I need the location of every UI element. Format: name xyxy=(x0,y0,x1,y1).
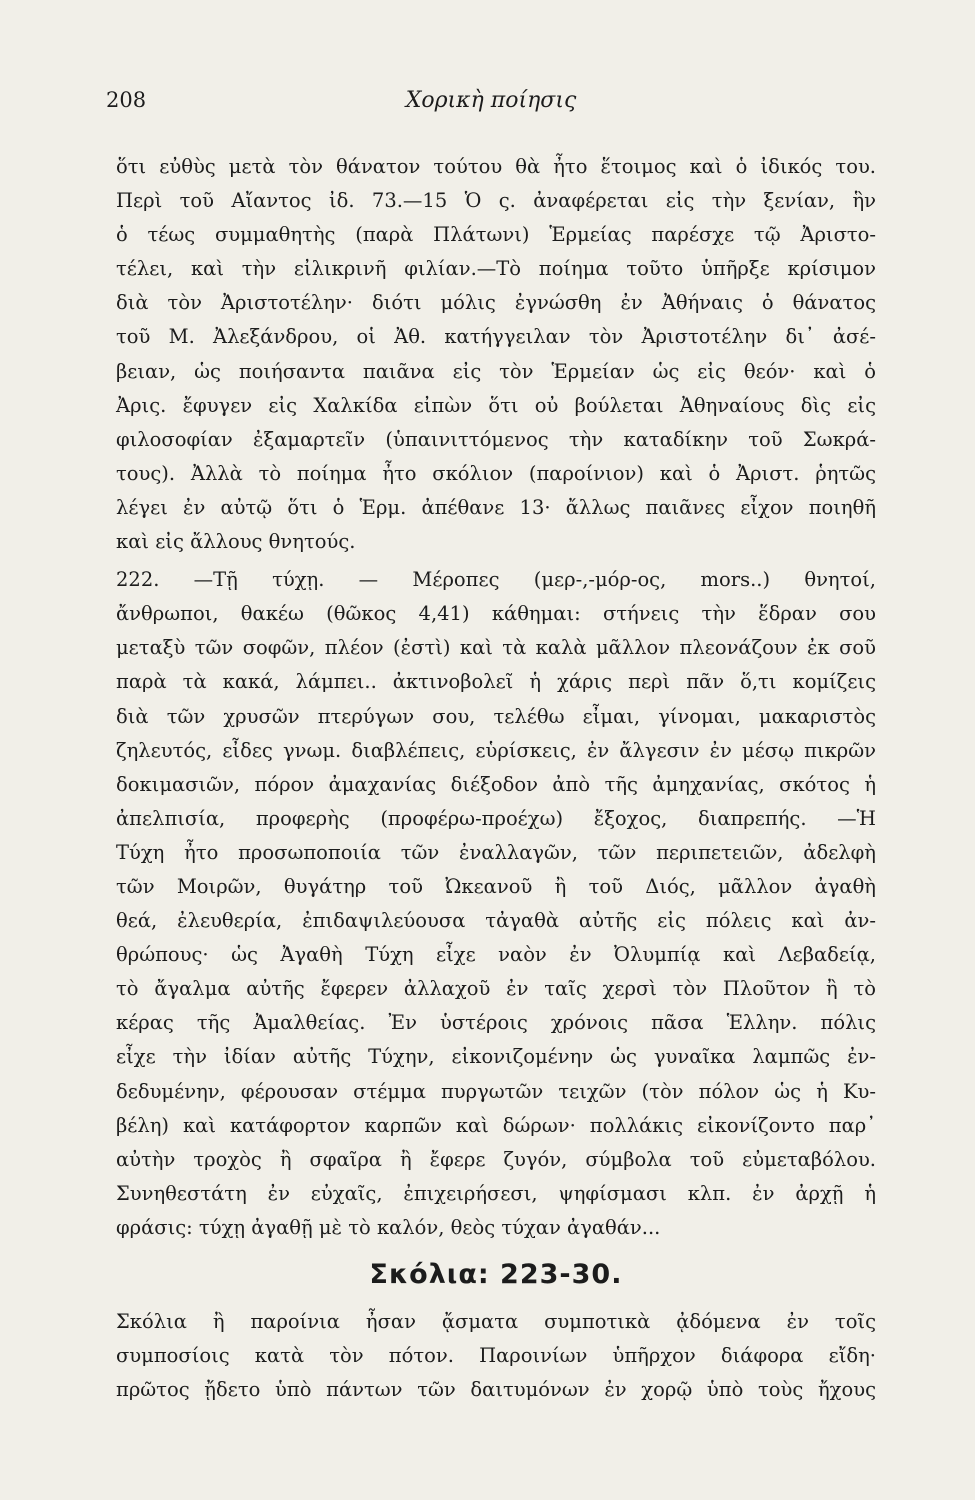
running-title: Χορικὴ ποίησις xyxy=(405,88,577,113)
text-line: τοῦ Μ. Ἀλεξάνδρου, οἱ Ἀθ. κατήγγειλαν τὸν Ἀριστοτέλην δι᾽ ἀσέ- xyxy=(116,325,876,349)
text-line: βέλη) καὶ κατάφορτον καρπῶν καὶ δώρων· πολλάκις εἰκονίζοντο παρ᾽ xyxy=(116,1113,876,1137)
text-line: βειαν, ὡς ποιήσαντα παιᾶνα εἰς τὸν Ἑρμείαν ὡς εἰς θεόν· καὶ ὁ xyxy=(116,359,876,383)
text-line: λέγει ἐν αὐτῷ ὅτι ὁ Ἑρμ. ἀπέθανε 13· ἄλλως παιᾶνες εἶχον ποιηθῆ xyxy=(116,495,876,519)
text-line: ἀπελπισία, προφερὴς (προφέρω-προέχω) ἔξοχος, διαπρεπής. —Ἡ xyxy=(116,806,876,830)
text-line: Ἀρις. ἔφυγεν εἰς Χαλκίδα εἰπὼν ὅτι οὐ βούλεται Ἀθηναίους δὶς εἰς xyxy=(116,393,876,417)
text-line: φιλοσοφίαν ἐξαμαρτεῖν (ὑπαινιττόμενος τὴν καταδίκην τοῦ Σωκρά- xyxy=(116,427,876,451)
text-line: διὰ τὸν Ἀριστοτέλην· διότι μόλις ἐγνώσθη ἐν Ἀθήναις ὁ θάνατος xyxy=(116,291,876,315)
running-head xyxy=(106,88,876,128)
text-line: καὶ εἰς ἄλλους θνητούς. xyxy=(116,530,356,554)
text-line: κέρας τῆς Ἀμαλθείας. Ἐν ὑστέροις χρόνοις πᾶσα Ἑλλην. πόλις xyxy=(116,1011,876,1035)
text-line: παρὰ τὰ κακά, λάμπει.. ἀκτινοβολεῖ ἡ χάρις περὶ πᾶν ὅ,τι κομίζεις xyxy=(116,670,876,694)
text-line: Περὶ τοῦ Αἴαντος ἰδ. 73.—15 Ὁ ς. ἀναφέρεται εἰς τὴν ξενίαν, ἣν xyxy=(116,189,876,213)
text-line: εἶχε τὴν ἰδίαν αὐτῆς Τύχην, εἰκονιζομένην ὡς γυναῖκα λαμπῶς ἐν- xyxy=(116,1045,876,1069)
text-line: πρῶτος ᾔδετο ὑπὸ πάντων τῶν δαιτυμόνων ἐν χορῷ ὑπὸ τοὺς ἤχους xyxy=(116,1378,876,1402)
text-line: ἄνθρωποι, θακέω (θῶκος 4,41) κάθημαι: στήνεις τὴν ἕδραν σου xyxy=(116,602,876,626)
text-line: διὰ τῶν χρυσῶν πτερύγων σου, τελέθω εἶμαι, γίνομαι, μακαριστὸς xyxy=(116,704,876,728)
text-line: δοκιμασιῶν, πόρον ἀμαχανίας διέξοδον ἀπὸ τῆς ἀμηχανίας, σκότος ἡ xyxy=(116,772,876,796)
text-line: Συνηθεστάτη ἐν εὐχαῖς, ἐπιχειρήσεσι, ψηφίσμασι κλπ. ἐν ἀρχῇ ἡ xyxy=(116,1181,876,1205)
text-line: θεά, ἐλευθερία, ἐπιδαψιλεύουσα τἀγαθὰ αὐτῆς εἰς πόλεις καὶ ἀν- xyxy=(116,909,876,933)
text-line: Σκόλια ἢ παροίνια ἦσαν ᾄσματα συμποτικὰ ᾀδόμενα ἐν τοῖς xyxy=(116,1310,876,1333)
text-line: 222. —Τῇ τύχῃ. — Μέροπες (μερ-,-μόρ-ος, mors..) θνητοί, xyxy=(116,568,876,592)
text-block xyxy=(116,150,876,1407)
text-line: τῶν Μοιρῶν, θυγάτηρ τοῦ Ὠκεανοῦ ἢ τοῦ Διός, μᾶλλον ἀγαθὴ xyxy=(116,874,876,898)
text-line: τέλει, καὶ τὴν εἰλικρινῆ φιλίαν.—Τὸ ποίημα τοῦτο ὑπῆρξε κρίσιμον xyxy=(116,257,876,281)
text-line: ὁ τέως συμμαθητὴς (παρὰ Πλάτωνι) Ἑρμείας παρέσχε τῷ Ἀριστο- xyxy=(116,223,876,247)
text-line: Τύχη ἦτο προσωποποιία τῶν ἐναλλαγῶν, τῶν περιπετειῶν, ἀδελφὴ xyxy=(116,840,876,864)
text-line: τους). Ἀλλὰ τὸ ποίημα ἦτο σκόλιον (παροίνιον) καὶ ὁ Ἀριστ. ῥητῶς xyxy=(116,461,876,485)
text-line: ζηλευτός, εἶδες γνωμ. διαβλέπεις, εὑρίσκεις, ἐν ἄλγεσιν ἐν μέσῳ πικρῶν xyxy=(116,738,876,762)
text-line: τὸ ἄγαλμα αὐτῆς ἔφερεν ἀλλαχοῦ ἐν ταῖς χερσὶ τὸν Πλοῦτον ἢ τὸ xyxy=(116,977,876,1001)
page-number: 208 xyxy=(106,88,147,112)
text-line: δεδυμένην, φέρουσαν στέμμα πυργωτῶν τειχῶν (τὸν πόλον ὡς ἡ Κυ- xyxy=(116,1079,876,1103)
text-line: μεταξὺ τῶν σοφῶν, πλέον (ἐστὶ) καὶ τὰ καλὰ μᾶλλον πλεονάζουν ἐκ σοῦ xyxy=(116,636,876,660)
text-line: αὐτὴν τροχὸς ἢ σφαῖρα ἢ ἔφερε ζυγόν, σύμβολα τοῦ εὐμεταβόλου. xyxy=(116,1147,876,1171)
section-heading: Σκόλια: 223-30. xyxy=(369,1259,623,1290)
text-line: συμποσίοις κατὰ τὸν πότον. Παροινίων ὑπῆρχον διάφορα εἴδη· xyxy=(116,1344,876,1368)
text-line: θρώπους· ὡς Ἀγαθὴ Τύχη εἶχε ναὸν ἐν Ὀλυμπίᾳ καὶ Λεβαδείᾳ, xyxy=(116,943,876,967)
text-line: ὅτι εὐθὺς μετὰ τὸν θάνατον τούτου θὰ ἦτο ἕτοιμος καὶ ὁ ἰδικός του. xyxy=(116,155,876,178)
text-line: φράσις: τύχῃ ἀγαθῇ μὲ τὸ καλόν, θεὸς τύχαν ἀγαθάν... xyxy=(116,1215,661,1239)
